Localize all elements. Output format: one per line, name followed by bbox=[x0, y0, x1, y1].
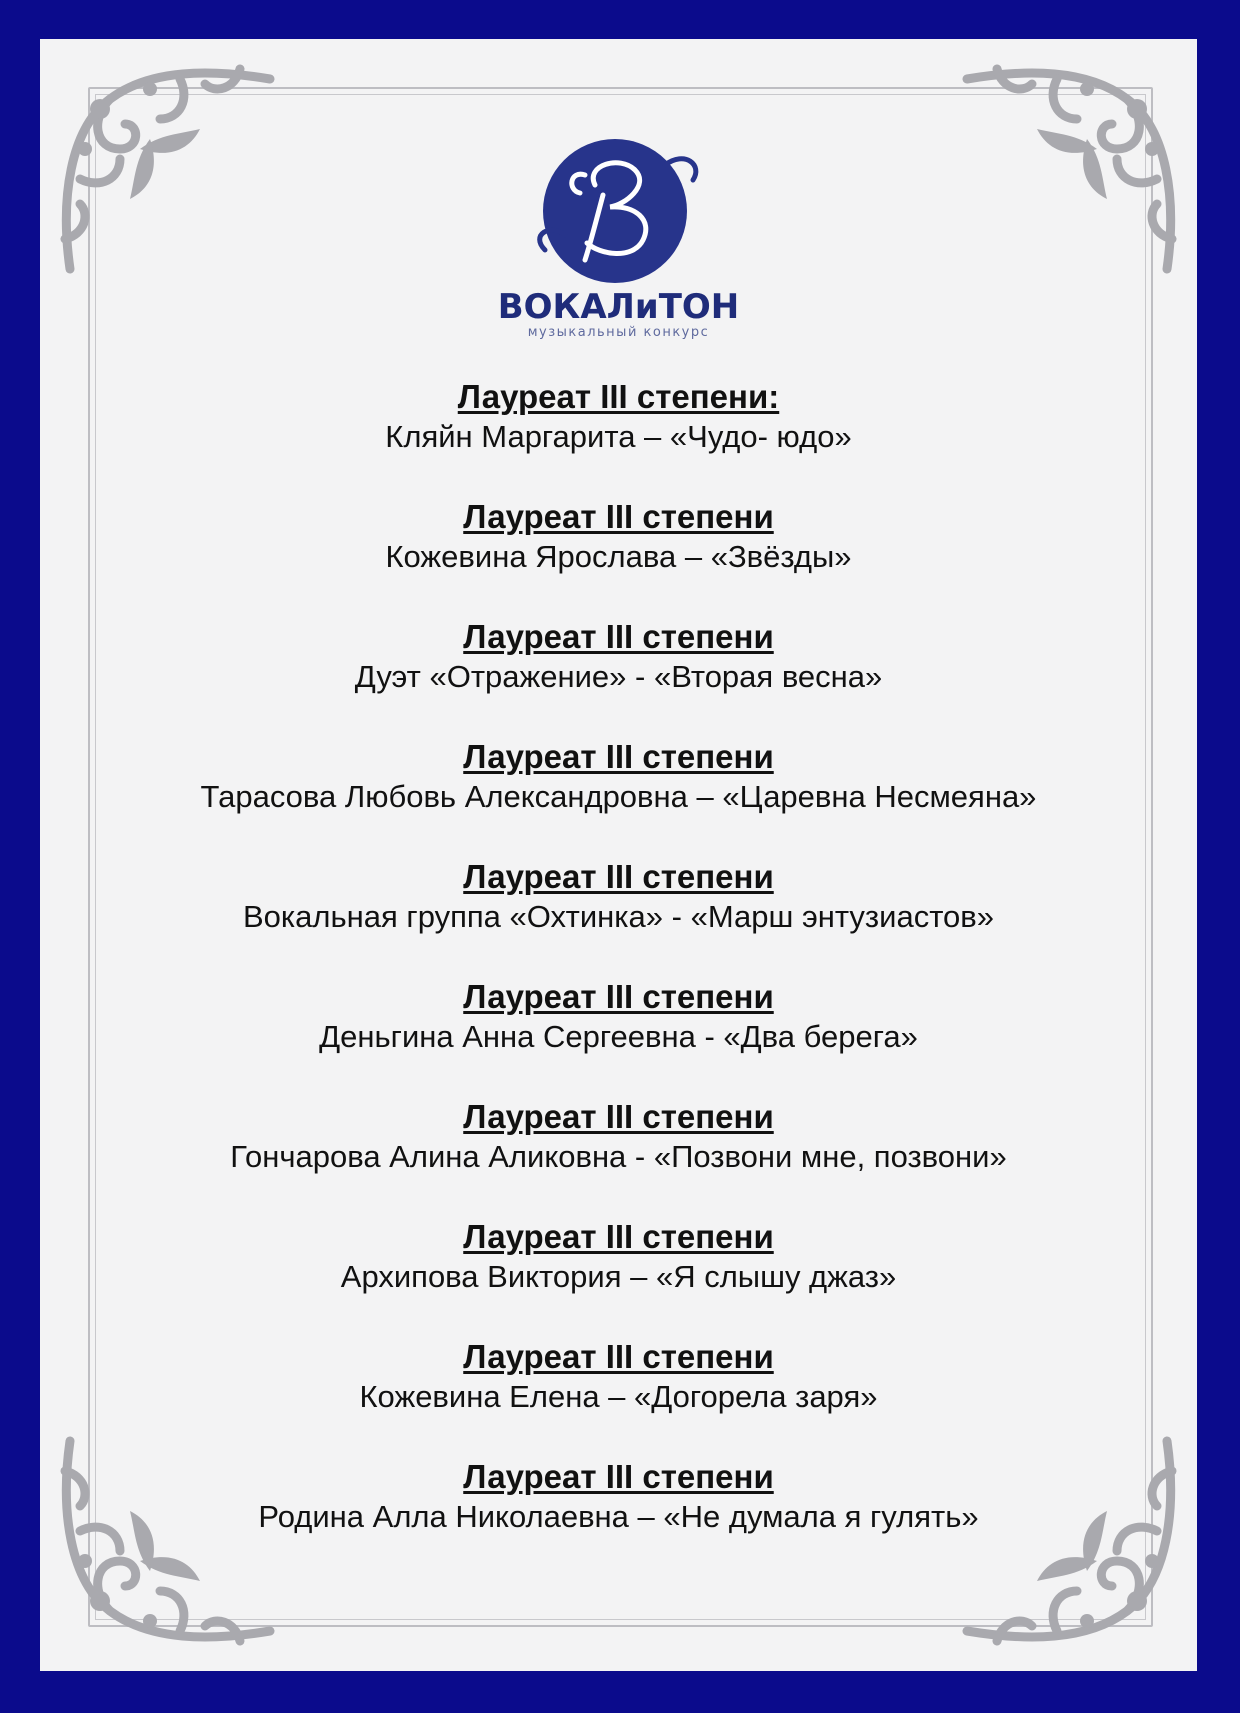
award-entry bbox=[40, 1337, 1197, 1457]
award-winner: Деньгина Анна Сергеевна - «Два берега» bbox=[319, 1019, 918, 1054]
award-winner: Дуэт «Отражение» - «Вторая весна» bbox=[354, 659, 883, 694]
award-title: Лауреат III степени bbox=[463, 1458, 774, 1495]
award-title: Лауреат III степени bbox=[463, 618, 774, 655]
award-winner: Архипова Виктория – «Я слышу джаз» bbox=[340, 1259, 897, 1294]
award-title: Лауреат III степени bbox=[463, 738, 774, 775]
award-entry bbox=[40, 857, 1197, 977]
award-winner: Тарасова Любовь Александровна – «Царевна Несмеяна» bbox=[200, 779, 1037, 814]
logo-subtitle: музыкальный конкурс bbox=[527, 325, 710, 340]
award-entry bbox=[40, 1457, 1197, 1577]
certificate-page bbox=[40, 39, 1197, 1671]
contest-logo bbox=[40, 139, 1197, 340]
award-title: Лауреат III степени: bbox=[457, 378, 780, 415]
award-entry bbox=[40, 617, 1197, 737]
award-title: Лауреат III степени bbox=[463, 978, 774, 1015]
award-title: Лауреат III степени bbox=[463, 1098, 774, 1135]
award-winner: Кожевина Елена – «Догорела заря» bbox=[359, 1379, 878, 1414]
award-title: Лауреат III степени bbox=[463, 498, 774, 535]
award-entry bbox=[40, 1217, 1197, 1337]
award-winner: Родина Алла Николаевна – «Не думала я гулять» bbox=[258, 1499, 979, 1534]
award-winner: Кляйн Маргарита – «Чудо- юдо» bbox=[385, 419, 852, 454]
award-entry bbox=[40, 497, 1197, 617]
award-title: Лауреат III степени bbox=[463, 858, 774, 895]
award-entry bbox=[40, 1097, 1197, 1217]
award-winner: Кожевина Ярослава – «Звёзды» bbox=[385, 539, 852, 574]
award-entry bbox=[40, 377, 1197, 497]
award-winner: Гончарова Алина Аликовна - «Позвони мне, позвони» bbox=[230, 1139, 1007, 1174]
award-title: Лауреат III степени bbox=[463, 1218, 774, 1255]
awards-list bbox=[40, 377, 1197, 1577]
award-entry bbox=[40, 977, 1197, 1097]
logo-name: ВОКАЛиТОН bbox=[497, 287, 740, 327]
award-winner: Вокальная группа «Охтинка» - «Марш энтузиастов» bbox=[242, 899, 995, 934]
logo-emblem-icon bbox=[547, 139, 691, 283]
award-title: Лауреат III степени bbox=[463, 1338, 774, 1375]
award-entry bbox=[40, 737, 1197, 857]
